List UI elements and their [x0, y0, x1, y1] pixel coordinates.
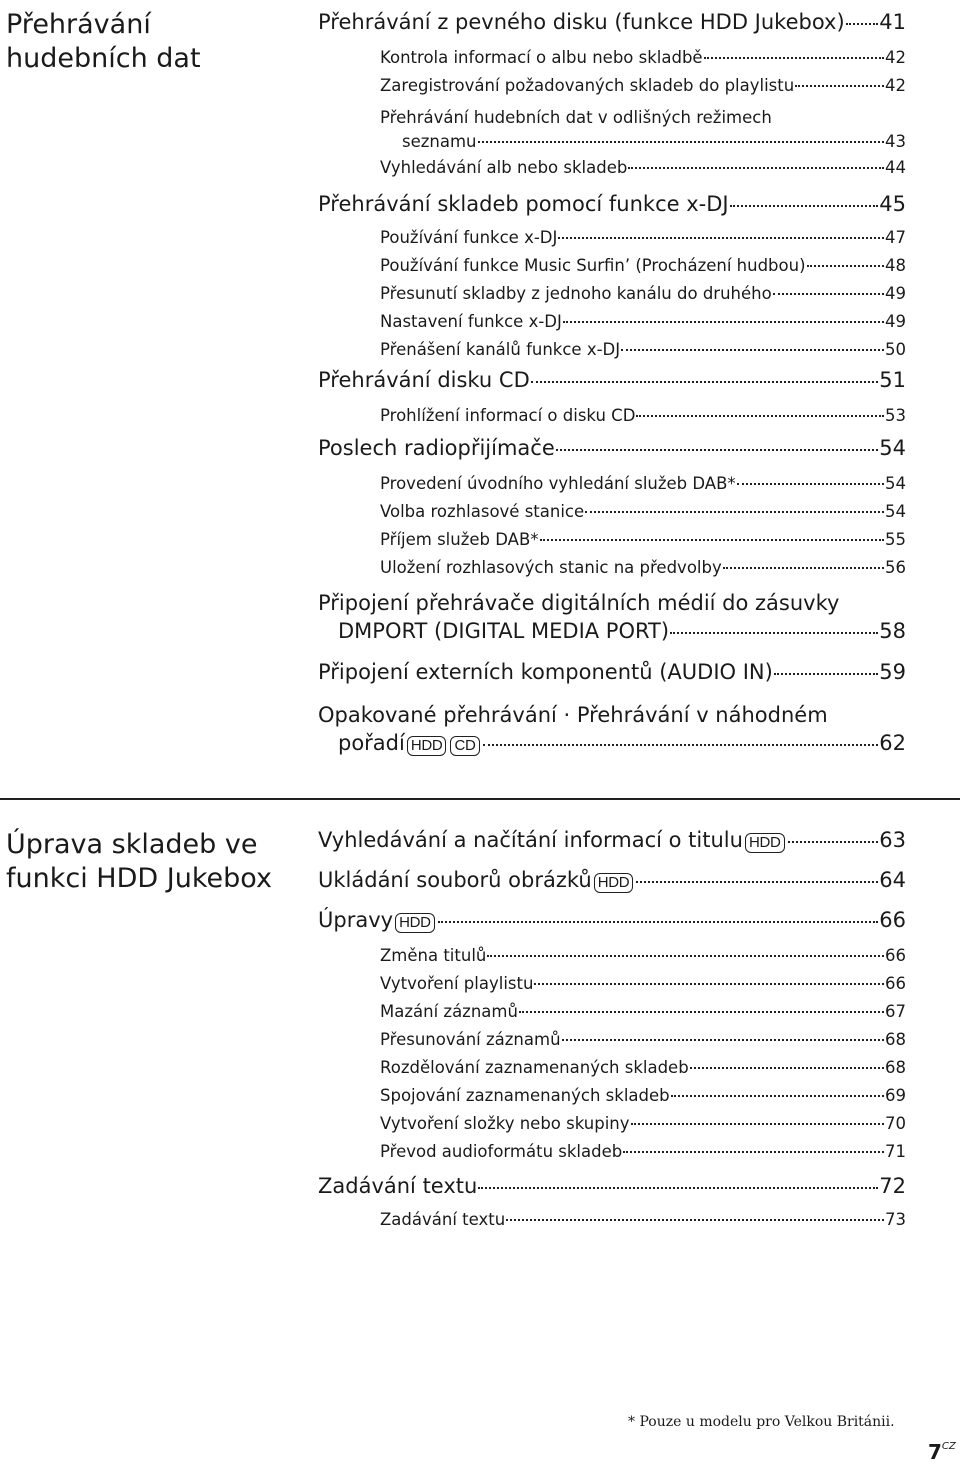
toc-entry-text: Prohlížení informací o disku CD [380, 406, 636, 425]
toc-entry[interactable] [318, 10, 906, 41]
toc-entry[interactable] [318, 228, 906, 256]
dot-leader [585, 511, 884, 513]
toc-entry[interactable] [318, 76, 906, 104]
dot-leader [631, 1123, 884, 1125]
toc-entry-page: 42 [885, 76, 906, 95]
toc-entry-text: Přesunutí skladby z jednoho kanálu do druhého [380, 284, 772, 303]
dot-leader [788, 841, 879, 843]
dot-leader [807, 265, 884, 267]
toc-entry-text: Změna titulů [380, 946, 487, 965]
dot-leader [540, 539, 884, 541]
toc-entry-page: 43 [885, 132, 906, 151]
toc-entry[interactable] [318, 1142, 906, 1170]
toc-entry[interactable] [318, 700, 906, 762]
hdd-badge-icon: HDD [594, 873, 634, 893]
toc-entry-page: 68 [885, 1058, 906, 1077]
page-number-value: 7 [928, 1440, 942, 1464]
dot-leader [478, 1187, 878, 1189]
toc-entry-page: 42 [885, 48, 906, 67]
toc-entry[interactable] [318, 158, 906, 186]
dot-leader [487, 955, 884, 957]
toc-entry-page: 48 [885, 256, 906, 275]
toc-entry-text: Rozdělování zaznamenaných skladeb [380, 1058, 689, 1077]
dot-leader [730, 205, 879, 207]
toc-entry-text: Uložení rozhlasových stanic na předvolby [380, 558, 722, 577]
toc-entry-text: Přehrávání z pevného disku (funkce HDD Jukebox) [318, 10, 845, 34]
toc-entry[interactable] [318, 558, 906, 586]
toc-entry[interactable] [318, 1086, 906, 1114]
toc-entry-page: 54 [885, 474, 906, 493]
section-title-hdd-editing: Úprava skladeb ve funkci HDD Jukebox [6, 829, 272, 894]
toc-entry-text-line1: Připojení přehrávače digitálních médií do zásuvky [318, 591, 840, 615]
toc-entry[interactable] [318, 1174, 906, 1205]
dot-leader [506, 1219, 884, 1221]
dot-leader [483, 744, 879, 746]
toc-entry[interactable] [318, 1114, 906, 1142]
toc-entry-text: Vyhledávání a načítání informací o titulu [318, 828, 743, 852]
dot-leader [670, 632, 878, 634]
toc-entry-page: 70 [885, 1114, 906, 1133]
dot-leader [478, 141, 884, 143]
dot-leader [774, 673, 878, 675]
dot-leader [737, 483, 884, 485]
dot-leader [795, 85, 884, 87]
page-number [928, 1440, 956, 1464]
toc-entry[interactable] [318, 1210, 906, 1238]
toc-entry-page: 73 [885, 1210, 906, 1229]
toc-entry-text-line1: Opakované přehrávání · Přehrávání v náhodném [318, 703, 828, 727]
toc-entry-text: Kontrola informací o albu nebo skladbě [380, 48, 703, 67]
section-title-music-playback: Přehrávání hudebních dat [6, 9, 201, 74]
toc-entry-page: 67 [885, 1002, 906, 1021]
dot-leader [690, 1067, 884, 1069]
toc-entry-text: Zadávání textu [380, 1210, 506, 1229]
toc-entry[interactable] [318, 192, 906, 223]
dot-leader [671, 1095, 884, 1097]
toc-entry[interactable] [318, 1058, 906, 1086]
toc-entry-page: 56 [885, 558, 906, 577]
toc-entry[interactable] [318, 828, 906, 859]
toc-entry[interactable] [318, 946, 906, 974]
toc-entry-text: Volba rozhlasové stanice [380, 502, 585, 521]
hdd-badge-icon: HDD [745, 833, 785, 853]
dot-leader [636, 415, 884, 417]
toc-entry-page: 49 [885, 284, 906, 303]
toc-entry[interactable] [318, 436, 906, 467]
toc-entry[interactable] [318, 588, 906, 650]
toc-entry-text: Vyhledávání alb nebo skladeb [380, 158, 628, 177]
toc-entry[interactable] [318, 340, 906, 368]
toc-entry[interactable] [318, 1030, 906, 1058]
toc-entry[interactable] [318, 406, 906, 434]
toc-entry-text-line1: Přehrávání hudebních dat v odlišných režimech [380, 108, 772, 127]
toc-entry-text: Zadávání textu [318, 1174, 478, 1198]
toc-entry-page: 64 [879, 868, 906, 892]
toc-entry[interactable] [318, 1002, 906, 1030]
toc-entry[interactable] [318, 368, 906, 399]
dot-leader [563, 321, 884, 323]
toc-entry-page: 50 [885, 340, 906, 359]
toc-entry-page: 68 [885, 1030, 906, 1049]
dot-leader [723, 567, 884, 569]
dot-leader [628, 167, 884, 169]
toc-entry[interactable] [318, 868, 906, 899]
toc-entry-text: Převod audioformátu skladeb [380, 1142, 623, 1161]
toc-entry[interactable] [318, 974, 906, 1002]
toc-entry-text: Přehrávání disku CD [318, 368, 530, 392]
toc-entry-page: 51 [879, 368, 906, 392]
toc-entry-page: 41 [879, 10, 906, 34]
toc-entry[interactable] [318, 530, 906, 558]
toc-entry-page: 66 [885, 946, 906, 965]
dot-leader [562, 1039, 884, 1041]
hdd-badge-icon: HDD [407, 736, 447, 756]
toc-entry-page: 49 [885, 312, 906, 331]
toc-entry[interactable] [318, 660, 906, 691]
toc-entry[interactable] [318, 474, 906, 502]
toc-entry-text: Spojování zaznamenaných skladeb [380, 1086, 670, 1105]
toc-entry-text: DMPORT (DIGITAL MEDIA PORT) [338, 619, 670, 643]
dot-leader [556, 449, 879, 451]
dot-leader [704, 57, 884, 59]
toc-entry-text: Používání funkce x-DJ [380, 228, 558, 247]
dot-leader [773, 293, 884, 295]
toc-entry-text: Nastavení funkce x-DJ [380, 312, 562, 331]
toc-entry-text: Používání funkce Music Surfin’ (Procházení hudbou) [380, 256, 806, 275]
toc-entry-page: 44 [885, 158, 906, 177]
toc-entry-text: Příjem služeb DAB* [380, 530, 539, 549]
toc-entry-page: 58 [879, 619, 906, 643]
dot-leader [636, 881, 878, 883]
dot-leader [846, 23, 879, 25]
toc-entry-text: seznamu [402, 132, 477, 151]
toc-entry[interactable] [318, 284, 906, 312]
toc-entry[interactable] [318, 312, 906, 340]
toc-entry-text: Poslech radiopřijímače [318, 436, 555, 460]
toc-entry-text: Vytvoření složky nebo skupiny [380, 1114, 630, 1133]
toc-entry-page: 47 [885, 228, 906, 247]
dot-leader [519, 1011, 884, 1013]
dot-leader [621, 349, 884, 351]
page-number-suffix: CZ [941, 1441, 956, 1452]
toc-entry-text: Ukládání souborů obrázků [318, 868, 592, 892]
toc-entry-text: Přehrávání skladeb pomocí funkce x-DJ [318, 192, 729, 216]
toc-entry[interactable] [318, 104, 906, 160]
toc-entry-page: 55 [885, 530, 906, 549]
cd-badge-icon: CD [450, 736, 479, 756]
toc-entry-page: 63 [879, 828, 906, 852]
toc-entry-page: 72 [879, 1174, 906, 1198]
dot-leader [623, 1151, 884, 1153]
footnote: * Pouze u modelu pro Velkou Británii. [628, 1414, 895, 1430]
toc-entry[interactable] [318, 502, 906, 530]
toc-entry-text: Úpravy [318, 908, 394, 932]
toc-entry-page: 66 [879, 908, 906, 932]
hdd-badge-icon: HDD [395, 913, 435, 933]
toc-entry[interactable] [318, 908, 906, 939]
toc-entry-text: Vytvoření playlistu [380, 974, 534, 993]
toc-entry[interactable] [318, 256, 906, 284]
toc-entry-page: 54 [885, 502, 906, 521]
toc-entry-text: Přesunování záznamů [380, 1030, 561, 1049]
toc-entry[interactable] [318, 48, 906, 76]
dot-leader [531, 381, 879, 383]
dot-leader [534, 983, 884, 985]
toc-entry-text: pořadí [338, 731, 405, 755]
toc-entry-page: 53 [885, 406, 906, 425]
toc-entry-text: Provedení úvodního vyhledání služeb DAB* [380, 474, 736, 493]
dot-leader [438, 921, 879, 923]
toc-entry-page: 45 [879, 192, 906, 216]
toc-entry-text: Připojení externích komponentů (AUDIO IN) [318, 660, 773, 684]
dot-leader [558, 237, 884, 239]
section-divider [0, 798, 960, 800]
toc-entry-page: 66 [885, 974, 906, 993]
toc-entry-page: 69 [885, 1086, 906, 1105]
toc-entry-text: Mazání záznamů [380, 1002, 518, 1021]
toc-entry-page: 54 [879, 436, 906, 460]
toc-entry-page: 71 [885, 1142, 906, 1161]
toc-entry-text: Přenášení kanálů funkce x-DJ [380, 340, 621, 359]
toc-entry-page: 59 [879, 660, 906, 684]
toc-entry-page: 62 [879, 731, 906, 755]
toc-entry-text: Zaregistrování požadovaných skladeb do playlistu [380, 76, 795, 95]
